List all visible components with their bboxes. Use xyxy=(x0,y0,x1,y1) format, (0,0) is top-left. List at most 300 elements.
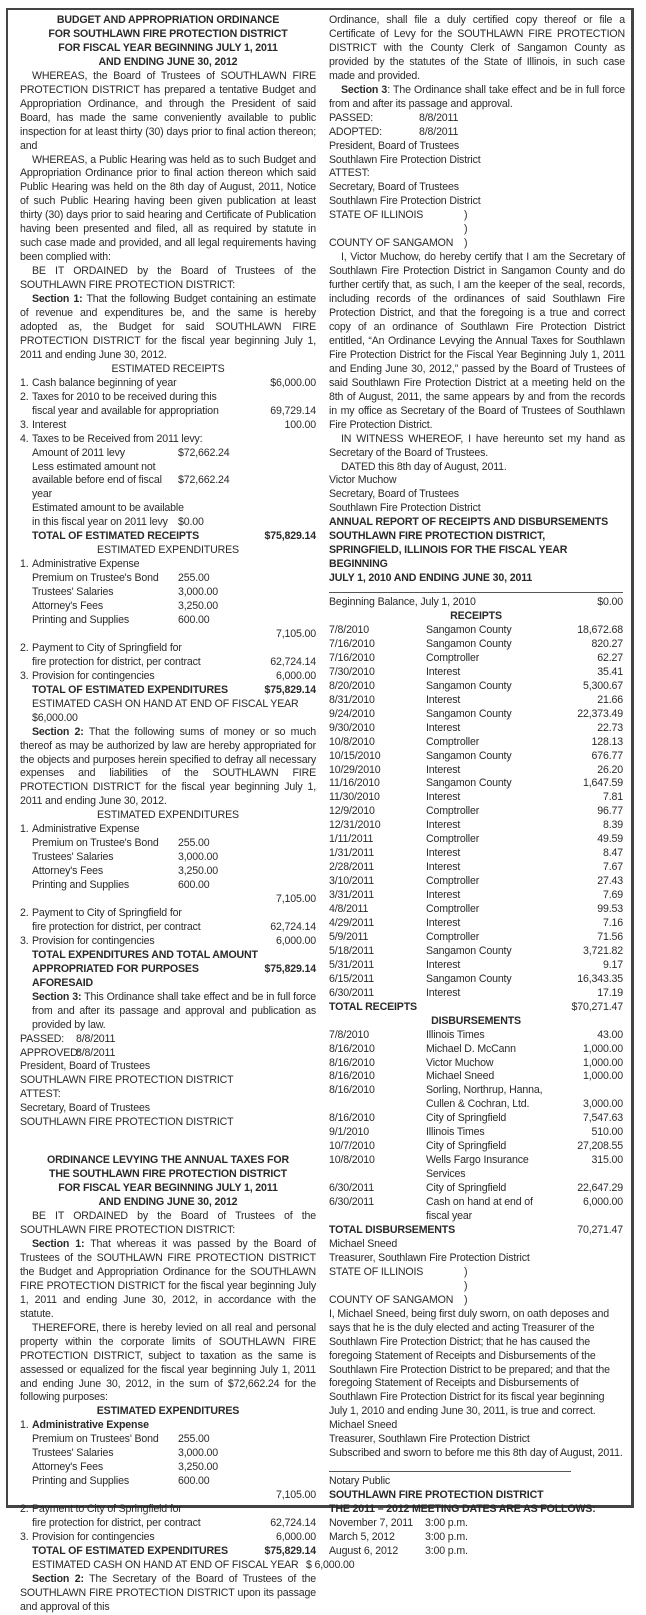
signature-line: Southlawn Fire Protection District xyxy=(329,502,481,515)
section-label: Section 3 xyxy=(341,83,388,96)
appropriations-table xyxy=(20,823,316,990)
row-amount: 62.27 xyxy=(597,651,623,664)
section-text: That whereas it was passed by the Board of Trustees of the SOUTHLAWN FIRE PROTECTION DISTRICT the Budget and Appropriation Ordinance for the SOUTHLAWN FIRE PROTECTION DISTRICT for the fiscal year beginning July 1, 2011 and ending June 30, 2012, in accordance with the statute. xyxy=(20,1237,316,1320)
table-row xyxy=(329,945,623,959)
row-amount: 7.16 xyxy=(602,917,623,929)
receipt-row xyxy=(20,461,316,475)
row-amount: 8.39 xyxy=(602,819,623,832)
row-payee: Interest xyxy=(426,889,461,902)
receipts-total-row xyxy=(20,530,316,544)
row-payee: Comptroller xyxy=(426,875,480,888)
meeting-time: 3:00 p.m. xyxy=(425,1530,468,1543)
item-amount: 6,000.00 xyxy=(275,934,316,947)
passed-date: 8/8/2011 xyxy=(76,1032,116,1045)
item-label: Interest xyxy=(32,418,67,431)
venue-block xyxy=(329,209,625,251)
signature-line: President, Board of Trustees xyxy=(20,1060,151,1073)
table-row xyxy=(329,987,623,1001)
row-payee: Interest xyxy=(426,819,461,832)
total-amount: $75,829.14 xyxy=(264,962,316,975)
row-amount: 35.41 xyxy=(597,665,623,678)
venue-block xyxy=(329,1266,625,1308)
subtotal-amount: 7,105.00 xyxy=(275,1489,316,1502)
levy-ordinance-title xyxy=(20,1154,316,1210)
item-number: 2. xyxy=(20,1503,29,1516)
item-subamount: 3,250.00 xyxy=(178,600,219,613)
table-row xyxy=(329,1084,623,1098)
table-row xyxy=(329,1126,623,1140)
title-line: ANNUAL REPORT OF RECEIPTS AND DISBURSEMENTS xyxy=(329,516,609,529)
row-date: 5/31/2011 xyxy=(329,958,374,971)
row-payee: Interest xyxy=(426,665,461,678)
title-line: ORDINANCE LEVYING THE ANNUAL TAXES FOR xyxy=(47,1154,289,1167)
section-label: Section 2: xyxy=(32,1572,84,1585)
row-date: 1/11/2011 xyxy=(329,833,374,846)
row-amount: 9.17 xyxy=(602,958,623,971)
item-label: Premium on Trustee's Bond xyxy=(32,837,159,850)
row-amount: 43.00 xyxy=(597,1028,623,1041)
row-payee: Cullen & Cochran, Ltd. xyxy=(426,1098,530,1111)
table-row xyxy=(329,708,623,722)
row-date: 10/8/2010 xyxy=(329,735,375,748)
item-label: Administrative Expense xyxy=(32,823,140,836)
meetings-heading: SOUTHLAWN FIRE PROTECTION DISTRICT xyxy=(329,1489,544,1502)
meeting-date-row xyxy=(329,1545,625,1559)
total-label: TOTAL OF ESTIMATED RECEIPTS xyxy=(32,530,200,543)
section-label: Section 1: xyxy=(32,1237,85,1250)
table-row xyxy=(329,638,623,652)
row-amount: 49.59 xyxy=(597,833,623,846)
table-row xyxy=(329,722,623,736)
notary-label: Notary Public xyxy=(329,1475,391,1488)
row-payee: Sangamon County xyxy=(426,637,512,650)
item-label: Trustees' Salaries xyxy=(32,586,114,599)
row-date: 7/8/2010 xyxy=(329,1028,370,1041)
title-line: THE SOUTHLAWN FIRE PROTECTION DISTRICT xyxy=(49,1168,287,1181)
item-label: in this fiscal year on 2011 levy xyxy=(32,516,168,529)
adopted-date: 8/8/2011 xyxy=(419,125,459,138)
item-label: Administrative Expense xyxy=(32,558,140,571)
item-subamount: 3,000.00 xyxy=(178,851,219,864)
venue-county: COUNTY OF SANGAMON xyxy=(329,1293,454,1306)
signature-block xyxy=(329,140,625,210)
item-subamount: 3,000.00 xyxy=(178,586,219,599)
section-label: Section 1: xyxy=(32,293,83,306)
row-date: 6/30/2011 xyxy=(329,1196,374,1209)
row-date xyxy=(329,1098,426,1112)
row-payee: Interest xyxy=(426,986,461,999)
expense-row xyxy=(20,614,316,628)
table-row xyxy=(329,903,623,917)
cash-on-hand-amount: $6,000.00 xyxy=(32,711,78,724)
whereas-paragraph: WHEREAS, the Board of Trustees of SOUTHLAWN FIRE PROTECTION DISTRICT has prepared a tentative Budget and Appropriation Ordinance, and through the President of said Board, has made the same conveniently available to public inspection for at least thirty (30) days prior to final action thereon; and xyxy=(20,69,316,152)
meeting-dates-list xyxy=(329,1517,625,1559)
row-payee: City of Springfield xyxy=(426,1112,507,1125)
signature-line: Michael Sneed xyxy=(329,1237,398,1250)
table-row xyxy=(329,1070,623,1084)
receipts-table xyxy=(329,624,623,1001)
ordained-paragraph: BE IT ORDAINED by the Board of Trustees of the SOUTHLAWN FIRE PROTECTION DISTRICT: xyxy=(20,1210,316,1237)
total-label: TOTAL DISBURSEMENTS xyxy=(329,1223,456,1236)
row-date: 6/30/2011 xyxy=(329,1182,374,1195)
row-amount: 22,647.29 xyxy=(577,1182,623,1195)
right-column xyxy=(329,14,625,1559)
item-subamount: 255.00 xyxy=(178,1433,210,1446)
row-date: 10/7/2010 xyxy=(329,1140,375,1153)
table-row xyxy=(329,805,623,819)
row-date: 12/9/2010 xyxy=(329,805,375,818)
item-label: Less estimated amount not xyxy=(32,460,156,473)
row-date: 7/30/2010 xyxy=(329,665,375,678)
row-date: 10/8/2010 xyxy=(329,1154,375,1167)
row-payee: Interest xyxy=(426,917,461,929)
row-date: 9/1/2010 xyxy=(329,1126,370,1139)
item-amount: 6,000.00 xyxy=(275,1530,316,1543)
row-amount: 3,721.82 xyxy=(582,944,623,957)
signature-line: President, Board of Trustees xyxy=(329,139,460,152)
cash-on-hand-label: ESTIMATED CASH ON HAND AT END OF FISCAL YEAR xyxy=(32,1558,299,1571)
row-payee: Comptroller xyxy=(426,833,480,846)
row-date: 8/20/2010 xyxy=(329,679,375,692)
row-payee: City of Springfield xyxy=(426,1182,507,1195)
approved-line xyxy=(20,1047,316,1061)
table-row xyxy=(329,931,623,945)
table-row xyxy=(329,889,623,903)
row-amount: 27.43 xyxy=(597,875,623,888)
row-payee: Sangamon County xyxy=(426,749,512,762)
item-amount: 100.00 xyxy=(284,418,316,431)
item-subamount: 3,250.00 xyxy=(178,1461,219,1474)
estimated-expenditures-table xyxy=(20,558,316,725)
subtotal-amount: 7,105.00 xyxy=(275,627,316,640)
item-number: 4. xyxy=(20,432,29,445)
item-label: Estimated amount to be available xyxy=(32,502,184,515)
item-label: Taxes for 2010 to be received during this xyxy=(32,390,217,403)
row-payee: Sangamon County xyxy=(426,777,512,790)
row-date: 6/15/2011 xyxy=(329,972,374,985)
expense-row xyxy=(20,572,316,586)
row-payee: Sangamon County xyxy=(426,679,512,692)
receipt-row xyxy=(20,474,316,502)
levy-expenditures-table xyxy=(20,1419,355,1572)
receipt-row xyxy=(20,433,316,447)
meeting-time: 3:00 p.m. xyxy=(425,1517,468,1530)
item-number: 2. xyxy=(20,907,29,919)
venue-county: COUNTY OF SANGAMON xyxy=(329,237,454,250)
item-subamount: 600.00 xyxy=(178,613,210,626)
disbursements-heading: DISBURSEMENTS xyxy=(431,1014,521,1027)
row-payee: City of Springfield xyxy=(426,1140,507,1153)
venue-state: STATE OF ILLINOIS xyxy=(329,1265,424,1278)
row-date: 3/31/2011 xyxy=(329,889,374,902)
item-label: Premium on Trustee's Bond xyxy=(32,572,159,585)
row-amount: 676.77 xyxy=(591,749,623,762)
row-amount: 71.56 xyxy=(597,930,623,943)
total-label: TOTAL RECEIPTS xyxy=(329,1000,417,1013)
meeting-date: March 5, 2012 xyxy=(329,1530,395,1543)
item-number: 3. xyxy=(20,1530,29,1543)
total-label: TOTAL OF ESTIMATED EXPENDITURES xyxy=(32,683,228,696)
beginning-balance-amount: $0.00 xyxy=(597,596,623,609)
row-date: 8/16/2010 xyxy=(329,1070,375,1083)
passed-date: 8/8/2011 xyxy=(419,111,459,124)
row-amount: 18,672.68 xyxy=(577,623,623,636)
row-payee: Sangamon County xyxy=(426,623,512,636)
row-amount: 5,300.67 xyxy=(582,679,623,692)
item-label: Premium on Trustees' Bond xyxy=(32,1433,159,1446)
passed-line xyxy=(20,1033,316,1047)
certificate-paragraph: I, Victor Muchow, do hereby certify that I am the Secretary of Southlawn Fire Protection District in Sangamon County and do further certify that, as such, I am the keeper of the seal, records, including records of the ordinances of said Southlawn Fire Protection District, and that the foregoing is a true and correct copy of an ordinance of Southlawn Fire Protection District entitled, “An Ordinance Levying the Annual Taxes for Southlawn Fire Protection District for the Fiscal Year Beginning July 1, 2011 and Ending June 30, 2012,” passed by the Board of Trustees of said Southlawn Fire Protection District at a meeting held on the 8th of August, 2011, the same appears by and from the records in my office as Secretary of the Board of Trustees of Southlawn Fire Protection District. xyxy=(329,251,625,431)
row-payee: Comptroller xyxy=(426,735,480,748)
title-line: SOUTHLAWN FIRE PROTECTION DISTRICT, xyxy=(329,530,546,543)
section-text: This Ordinance shall take effect and be in full force from and after its passage and approval and publication as provided by law. xyxy=(32,990,316,1031)
row-date: 8/31/2010 xyxy=(329,693,375,706)
receipt-row xyxy=(20,447,316,461)
row-date: 5/18/2011 xyxy=(329,944,374,957)
title-line: JULY 1, 2010 AND ENDING JUNE 30, 2011 xyxy=(329,572,533,585)
receipt-row xyxy=(20,377,316,391)
item-label: Taxes to be Received from 2011 levy: xyxy=(32,432,203,445)
row-amount: 7.69 xyxy=(602,889,623,902)
signature-line: Southlawn Fire Protection District xyxy=(329,195,481,208)
section-text: : The Ordinance shall take effect and be in full force from and after its passage and approval. xyxy=(329,83,626,110)
paren: ) xyxy=(464,1293,468,1306)
row-date: 8/16/2010 xyxy=(329,1056,375,1069)
table-row xyxy=(329,791,623,805)
cash-on-hand-label: ESTIMATED CASH ON HAND AT END OF FISCAL YEAR xyxy=(32,697,299,710)
item-subamount: $72,662.24 xyxy=(178,446,230,459)
item-number: 1. xyxy=(20,376,29,389)
row-payee: Michael Sneed xyxy=(426,1070,495,1083)
passed-label: PASSED: xyxy=(329,111,374,124)
row-amount: 27,208.55 xyxy=(577,1140,623,1153)
table-row xyxy=(329,624,623,638)
title-line: AND ENDING JUNE 30, 2012 xyxy=(98,55,238,68)
item-label: Printing and Supplies xyxy=(32,879,129,892)
table-row xyxy=(329,973,623,987)
row-date: 10/15/2010 xyxy=(329,749,381,762)
row-date: 1/31/2011 xyxy=(329,847,374,860)
signature-line: Treasurer, Southlawn Fire Protection District xyxy=(329,1433,530,1446)
item-label: fire protection for district, per contract xyxy=(32,920,201,933)
row-amount: 21.66 xyxy=(597,693,623,706)
ordained-paragraph: BE IT ORDAINED by the Board of Trustees of the SOUTHLAWN FIRE PROTECTION DISTRICT: xyxy=(20,265,316,292)
row-amount: 1,000.00 xyxy=(582,1056,623,1069)
item-label: Provision for contingencies xyxy=(32,669,155,682)
meeting-date: November 7, 2011 xyxy=(329,1517,413,1530)
row-payee: Comptroller xyxy=(426,903,480,916)
signature-line: SOUTHLAWN FIRE PROTECTION DISTRICT xyxy=(20,1074,234,1087)
item-label: Administrative Expense xyxy=(32,1419,149,1432)
table-row xyxy=(329,861,623,875)
row-amount: 99.53 xyxy=(597,903,623,916)
total-label: TOTAL EXPENDITURES AND TOTAL AMOUNT xyxy=(32,948,258,961)
row-amount: 96.77 xyxy=(597,805,623,818)
row-date: 9/24/2010 xyxy=(329,707,375,720)
receipt-row xyxy=(20,405,316,419)
receipt-row xyxy=(20,391,316,405)
adopted-line xyxy=(329,126,625,140)
receipts-heading: RECEIPTS xyxy=(450,610,502,623)
paren: ) xyxy=(464,209,468,222)
witness-paragraph: IN WITNESS WHEREOF, I have hereunto set my hand as Secretary of the Board of Trustees. xyxy=(329,432,625,459)
signature-line: Michael Sneed xyxy=(329,1419,398,1432)
item-subamount: $0.00 xyxy=(178,516,204,529)
total-label: APPROPRIATED FOR PURPOSES AFORESAID xyxy=(32,962,199,989)
approved-label: APPROVED: xyxy=(20,1046,81,1059)
row-amount: 6,000.00 xyxy=(582,1196,623,1209)
item-number: 3. xyxy=(20,669,29,682)
item-label: Printing and Supplies xyxy=(32,613,129,626)
row-date: 8/16/2010 xyxy=(329,1112,375,1125)
signature-line: Secretary, Board of Trustees xyxy=(329,488,459,501)
whereas-paragraph: WHEREAS, a Public Hearing was held as to such Budget and Appropriation Ordinance prior to final action thereon which said Public Hearing was held on the 8th day of August, 2011, Notice of such Public Hearing having been given publication at least thirty (30) days prior to said hearing and Certificate of Publication having been presented and filed, all as required by statute in such case made and provided, and all legal requirements having been complied with: xyxy=(20,153,316,264)
paren: ) xyxy=(464,1279,468,1292)
table-row xyxy=(329,833,623,847)
row-date: 11/30/2010 xyxy=(329,791,380,804)
row-date: 7/16/2010 xyxy=(329,651,375,664)
row-date: 7/16/2010 xyxy=(329,637,375,650)
row-amount: 22.73 xyxy=(597,721,623,734)
item-label: available before end of fiscal year xyxy=(32,474,162,501)
subscribed-line: Subscribed and sworn to before me this 8th day of August, 2011. xyxy=(329,1447,623,1460)
row-amount: 17.19 xyxy=(597,986,623,999)
item-number: 1. xyxy=(20,558,29,571)
row-amount: 3,000.00 xyxy=(582,1098,623,1111)
meeting-date-row xyxy=(329,1531,625,1545)
item-label: Attorney's Fees xyxy=(32,865,104,878)
table-row xyxy=(329,736,623,750)
row-date: 9/30/2010 xyxy=(329,721,375,734)
row-amount: 16,343.35 xyxy=(577,972,623,985)
paren: ) xyxy=(464,1265,468,1278)
expense-row xyxy=(20,600,316,614)
row-amount: 1,000.00 xyxy=(582,1042,623,1055)
signature-line: Secretary, Board of Trustees xyxy=(20,1102,150,1115)
total-label: TOTAL OF ESTIMATED EXPENDITURES xyxy=(32,1544,228,1557)
section-1-paragraph xyxy=(20,1238,316,1322)
meeting-date-row xyxy=(329,1517,625,1531)
row-date: 2/28/2011 xyxy=(329,861,374,874)
row-date: 8/16/2010 xyxy=(329,1042,375,1055)
row-payee: Interest xyxy=(426,847,461,860)
title-line: FOR FISCAL YEAR BEGINNING JULY 1, 2011 xyxy=(58,41,278,54)
therefore-paragraph: THEREFORE, there is hereby levied on all real and personal property within the corporate limits of SOUTHLAWN FIRE PROTECTION DISTRICT, subject to taxation as the same is assessed or equalized for the fiscal year beginning July 1, 2011 and ending June 30, 2012, in the sum of $72,662.24 for the following purposes: xyxy=(20,1321,316,1404)
table-row xyxy=(329,819,623,833)
passed-line xyxy=(329,112,625,126)
section-2-paragraph-start xyxy=(20,1573,316,1615)
section-2-continued: Ordinance, shall file a duly certified copy thereof or file a Certificate of Levy for the SOUTHLAWN FIRE PROTECTION DISTRICT with the County Clerk of Sangamon County as provided by the statutes of the State of Illinois, in such case made and provided. xyxy=(329,14,625,82)
item-label: fire protection for district, per contract xyxy=(32,655,201,668)
row-date: 5/9/2011 xyxy=(329,930,369,943)
affidavit-paragraph: I, Michael Sneed, being first duly sworn, on oath deposes and says that he is the duly elected and acting Treasurer of the Southlawn Fire Protection District; that he has caused the foregoing Statement of Receipts and Disbursements of the Southlawn Fire Protection District to be prepared; and that the foregoing Statement of Receipts and Disbursements of Southlawn Fire Protection District for its fiscal year beginning July 1, 2010 and ending June 30, 2011, is true and correct. xyxy=(329,1307,610,1418)
item-subamount: 600.00 xyxy=(178,1475,210,1488)
table-row xyxy=(329,1098,623,1112)
item-label: Printing and Supplies xyxy=(32,1475,129,1488)
item-label: Provision for contingencies xyxy=(32,1530,155,1543)
row-date: 7/8/2010 xyxy=(329,623,370,636)
budget-ordinance-title xyxy=(20,14,316,70)
row-payee: Interest xyxy=(426,693,461,706)
approved-date: 8/8/2011 xyxy=(76,1046,116,1059)
title-line: FOR FISCAL YEAR BEGINNING JULY 1, 2011 xyxy=(58,1182,278,1195)
row-payee: Cash on hand at end of fiscal year xyxy=(426,1196,533,1223)
table-row xyxy=(329,1029,623,1043)
table-row xyxy=(329,777,623,791)
table-row xyxy=(329,694,623,708)
row-payee: Comptroller xyxy=(426,805,480,818)
passed-label: PASSED: xyxy=(20,1032,65,1045)
table-row xyxy=(329,1140,623,1154)
table-row xyxy=(329,875,623,889)
table-row xyxy=(329,750,623,764)
treasurer-signature-2 xyxy=(329,1419,625,1461)
row-payee: Interest xyxy=(426,763,461,776)
row-amount: 22,373.49 xyxy=(577,707,623,720)
row-amount xyxy=(543,1084,623,1098)
section-text: The Secretary of the Board of Trustees of the SOUTHLAWN FIRE PROTECTION DISTRICT upon its passage and approval of this xyxy=(20,1572,316,1613)
row-date: 10/29/2010 xyxy=(329,763,381,776)
row-date: 4/8/2011 xyxy=(329,903,369,916)
row-amount: 820.27 xyxy=(591,637,623,650)
estimated-receipts-table xyxy=(20,377,316,544)
signature-line: ATTEST: xyxy=(329,167,370,180)
adopted-label: ADOPTED: xyxy=(329,125,382,138)
item-subamount: 3,250.00 xyxy=(178,865,219,878)
paren: ) xyxy=(464,223,468,236)
signature-block xyxy=(20,1060,316,1130)
row-payee: Comptroller xyxy=(426,651,480,664)
table-row xyxy=(329,959,623,973)
row-payee: Interest xyxy=(426,958,461,971)
title-line: BUDGET AND APPROPRIATION ORDINANCE xyxy=(56,14,280,26)
table-row xyxy=(329,1182,623,1196)
row-payee: Interest xyxy=(426,791,461,804)
row-payee: Wells Fargo Insurance Services xyxy=(426,1154,529,1181)
item-number: 1. xyxy=(20,1419,29,1432)
secretary-signature xyxy=(329,474,625,516)
disbursements-table xyxy=(329,1029,623,1224)
title-line: SPRINGFIELD, ILLINOIS FOR THE FISCAL YEAR BEGINNING xyxy=(329,544,568,571)
expenditures-heading: ESTIMATED EXPENDITURES xyxy=(97,544,239,557)
signature-line: Victor Muchow xyxy=(329,474,397,487)
table-row xyxy=(329,666,623,680)
row-payee: Illinois Times xyxy=(426,1126,485,1139)
row-payee: Interest xyxy=(426,721,461,734)
item-amount: 62,724.14 xyxy=(270,655,316,668)
item-subamount: $72,662.24 xyxy=(178,474,230,487)
row-payee: Sangamon County xyxy=(426,707,512,720)
item-subamount: 255.00 xyxy=(178,837,210,850)
item-label: Cash balance beginning of year xyxy=(32,376,177,389)
total-amount: 70,271.47 xyxy=(577,1223,623,1236)
receipt-row xyxy=(20,516,316,530)
table-row xyxy=(329,917,623,931)
row-date: 12/31/2010 xyxy=(329,819,381,832)
receipt-row xyxy=(20,419,316,433)
signature-line: Secretary, Board of Trustees xyxy=(329,181,459,194)
row-amount: 1,000.00 xyxy=(582,1070,623,1083)
row-date: 6/30/2011 xyxy=(329,986,374,999)
row-amount: 7,547.63 xyxy=(582,1112,623,1125)
beginning-balance-label: Beginning Balance, July 1, 2010 xyxy=(329,596,476,609)
total-amount: $75,829.14 xyxy=(264,683,316,696)
row-payee: Sorling, Northrup, Hanna, xyxy=(426,1084,543,1097)
table-row xyxy=(329,652,623,666)
section-2-paragraph xyxy=(20,726,316,810)
section-text: That the following sums of money or so much thereof as may be authorized by law are hereby appropriated for the objects and purposes herein specified to defray all necessary expenses and liabilities of the SOUTHLAWN FIRE PROTECTION DISTRICT for the fiscal year beginning July 1, 2011 and ending June 30, 2012. xyxy=(20,725,316,808)
item-amount: 69,729.14 xyxy=(270,404,316,417)
